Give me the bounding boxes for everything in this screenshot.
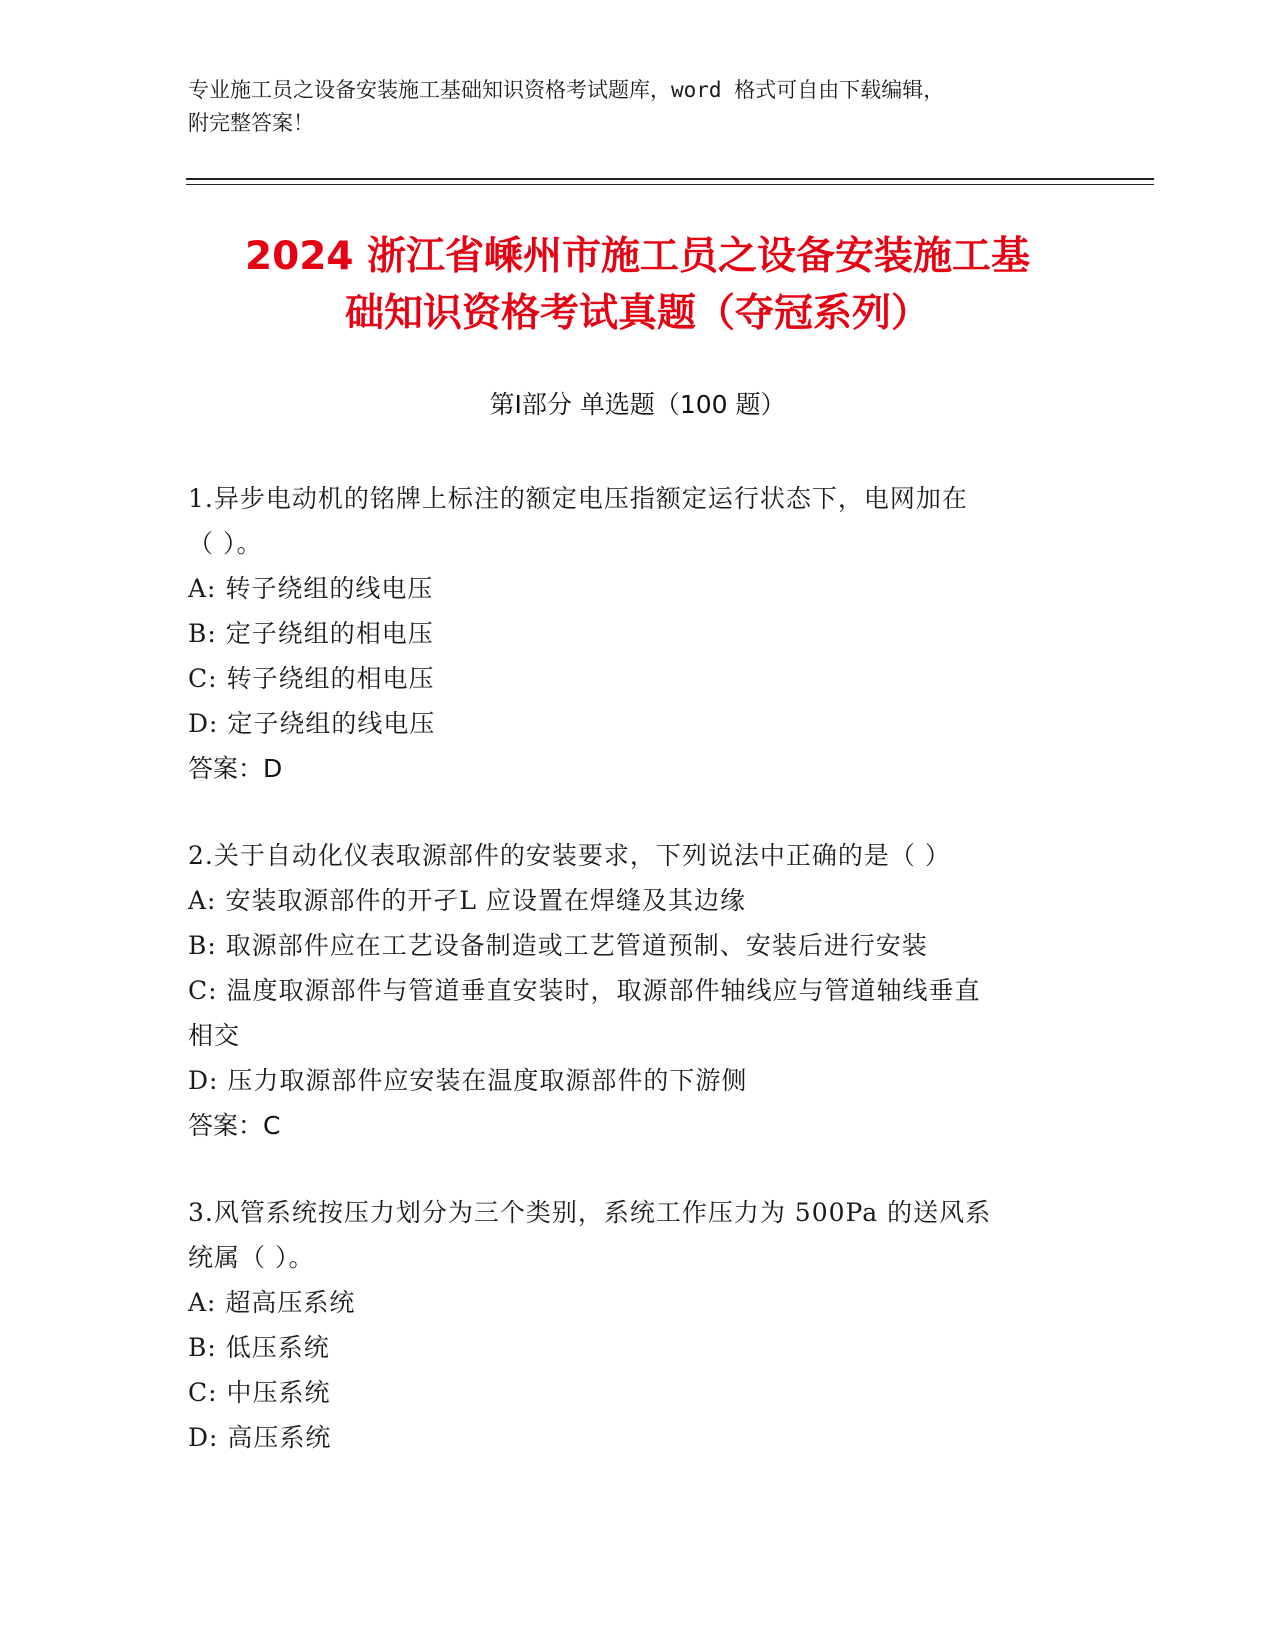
question-2 bbox=[188, 833, 1078, 1148]
question-stem-line: 统属（ ）。 bbox=[188, 1243, 315, 1272]
option-d: D: 压力取源部件应安装在温度取源部件的下游侧 bbox=[188, 1066, 748, 1095]
header-line-2: 附完整答案！ bbox=[188, 111, 314, 135]
question-stem-line: 2.关于自动化仪表取源部件的安装要求，下列说法中正确的是（ ） bbox=[188, 841, 951, 870]
option-c: C: 中压系统 bbox=[188, 1378, 331, 1407]
answer-label: 答案：D bbox=[188, 754, 283, 783]
question-3 bbox=[188, 1190, 1078, 1460]
header-line-1: 专业施工员之设备安装施工基础知识资格考试题库，word 格式可自由下载编辑， bbox=[188, 78, 945, 102]
option-b: B: 定子绕组的相电压 bbox=[188, 619, 434, 648]
header-divider-thin bbox=[186, 184, 1154, 185]
option-d: D: 定子绕组的线电压 bbox=[188, 709, 436, 738]
option-d: D: 高压系统 bbox=[188, 1423, 332, 1452]
title-line-1: 2024 浙江省嵊州市施工员之设备安装施工基 bbox=[244, 234, 1031, 279]
option-c-continued: 相交 bbox=[188, 1021, 241, 1050]
question-list bbox=[188, 476, 1078, 1502]
question-stem-line: 1.异步电动机的铭牌上标注的额定电压指额定运行状态下，电网加在 bbox=[188, 484, 968, 513]
option-a: A: 安装取源部件的开孑L 应设置在焊缝及其边缘 bbox=[188, 886, 746, 915]
title-line-2: 础知识资格考试真题（夺冠系列） bbox=[344, 291, 930, 336]
option-c: C: 温度取源部件与管道垂直安装时，取源部件轴线应与管道轴线垂直 bbox=[188, 976, 981, 1005]
header-divider-thick bbox=[186, 178, 1154, 180]
option-a: A: 超高压系统 bbox=[188, 1288, 356, 1317]
question-stem-line: （ ）。 bbox=[188, 529, 263, 558]
section-title: 第Ⅰ部分 单选题（100 题） bbox=[489, 390, 786, 419]
option-b: B: 取源部件应在工艺设备制造或工艺管道预制、安装后进行安装 bbox=[188, 931, 928, 960]
option-b: B: 低压系统 bbox=[188, 1333, 330, 1362]
option-a: A: 转子绕组的线电压 bbox=[188, 574, 434, 603]
answer-label: 答案：C bbox=[188, 1111, 281, 1140]
question-stem-line: 3.风管系统按压力划分为三个类别，系统工作压力为 500Pa 的送风系 bbox=[188, 1198, 992, 1227]
option-c: C: 转子绕组的相电压 bbox=[188, 664, 435, 693]
page-header bbox=[188, 74, 1068, 140]
document-title bbox=[160, 228, 1115, 342]
question-1 bbox=[188, 476, 1078, 791]
